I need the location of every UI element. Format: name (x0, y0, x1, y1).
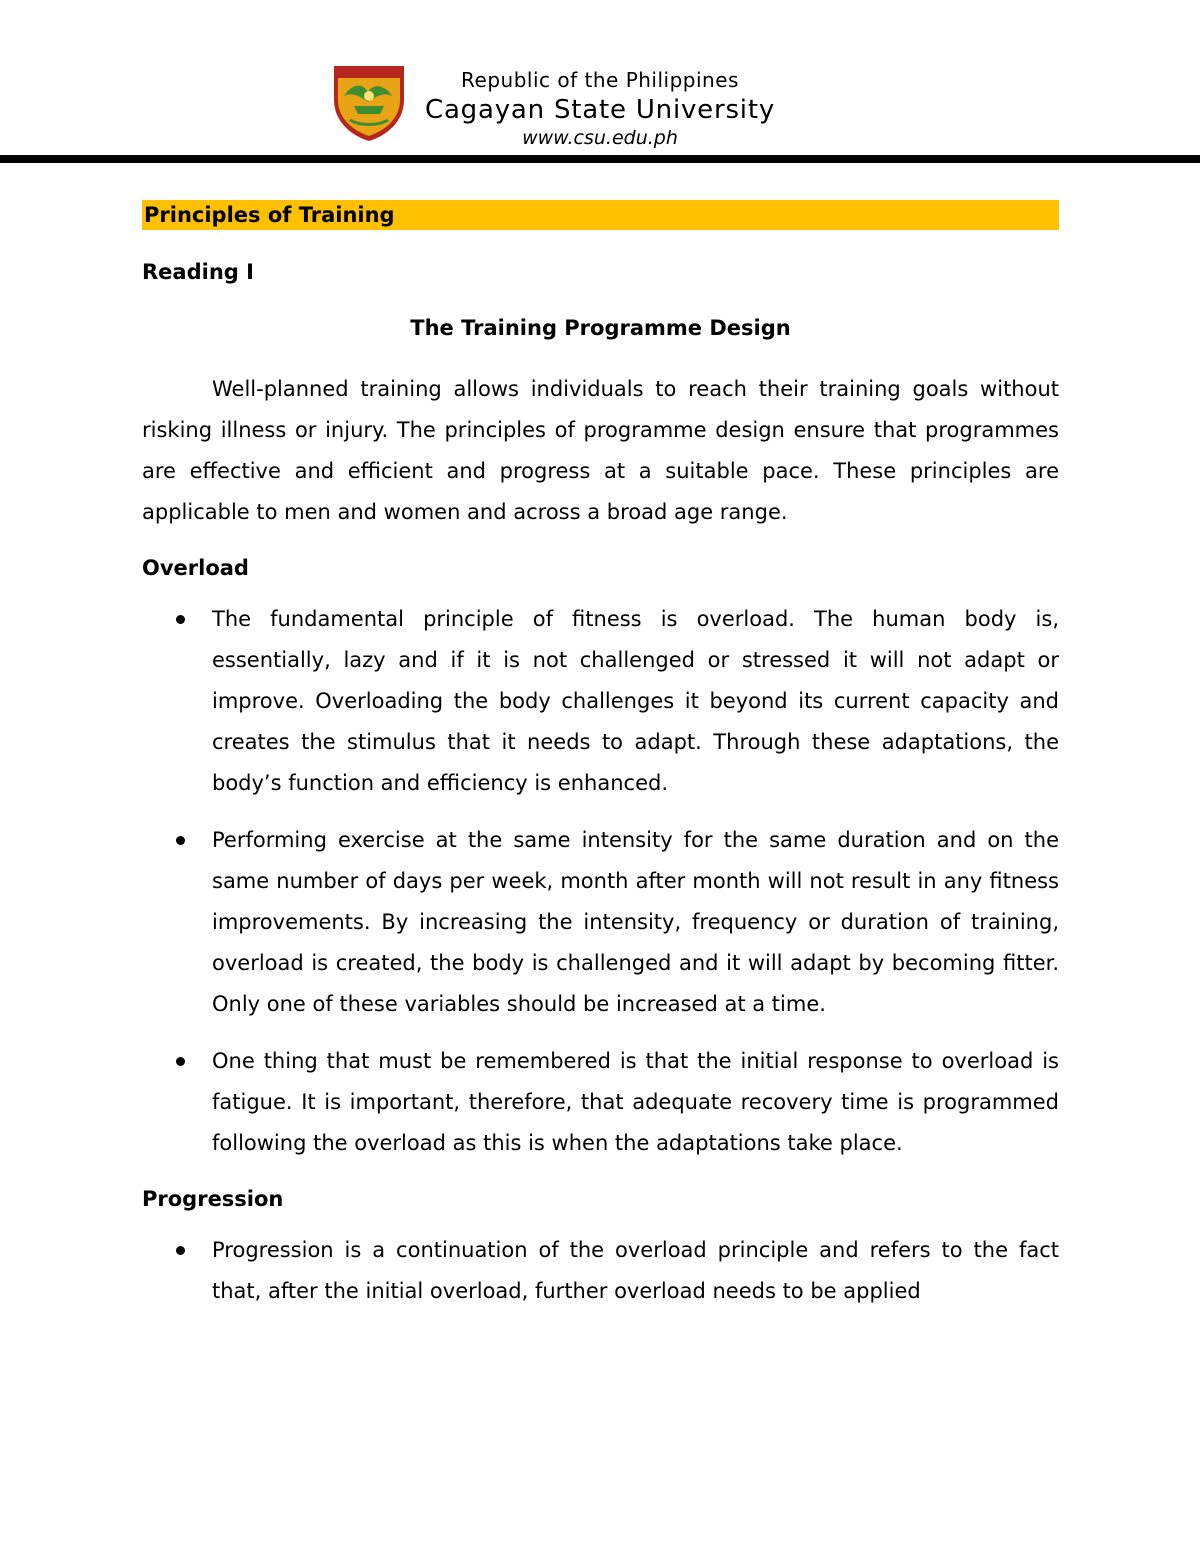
list-item-text: Progression is a continuation of the overload principle and refers to the fact that, after the initial overload, further overload needs to be applied (212, 1238, 1059, 1303)
list-item (142, 820, 1059, 1025)
bullet-icon (176, 1246, 185, 1255)
section-title: Principles of Training (142, 200, 1059, 230)
header-university-name: Cagayan State University (424, 95, 776, 125)
header-divider (0, 155, 1200, 163)
document-body (142, 200, 1059, 1312)
bullet-icon (176, 836, 185, 845)
intro-paragraph: Well-planned training allows individuals to reach their training goals without risking illness or injury. The principles of programme design ensure that programmes are effective and efficient and progress at a suitable pace. These principles are applicable to men and women and across a broad age range. (142, 377, 1059, 524)
bullet-icon (176, 1057, 185, 1066)
reading-label: Reading I (142, 260, 254, 284)
document-header (0, 0, 1200, 170)
header-website: www.csu.edu.ph (522, 127, 678, 149)
list-item (142, 1041, 1059, 1164)
list-item-text: Performing exercise at the same intensity for the same duration and on the same number of days per week, month after month will not result in any fitness improvements. By increasing the intensity, frequency or duration of training, overload is created, the body is challenged and it will adapt by becoming fitter. Only one of these variables should be increased at a time. (212, 828, 1059, 1016)
bullet-icon (176, 615, 185, 624)
document-title: The Training Programme Design (410, 316, 791, 340)
list-item-text: One thing that must be remembered is that the initial response to overload is fatigue. It is important, therefore, that adequate recovery time is programmed following the overload as this is when the adaptations take place. (212, 1049, 1059, 1155)
overload-list (142, 599, 1059, 1164)
progression-list (142, 1230, 1059, 1312)
list-item (142, 1230, 1059, 1312)
header-country: Republic of the Philippines (461, 68, 739, 92)
list-item-text: The fundamental principle of fitness is overload. The human body is, essentially, lazy and if it is not challenged or stressed it will not adapt or improve. Overloading the body challenges it beyond its current capacity and creates the stimulus that it needs to adapt. Through these adaptations, the body’s function and efficiency is enhanced. (212, 607, 1059, 795)
progression-heading: Progression (142, 1187, 284, 1211)
overload-heading: Overload (142, 556, 249, 580)
list-item (142, 599, 1059, 804)
